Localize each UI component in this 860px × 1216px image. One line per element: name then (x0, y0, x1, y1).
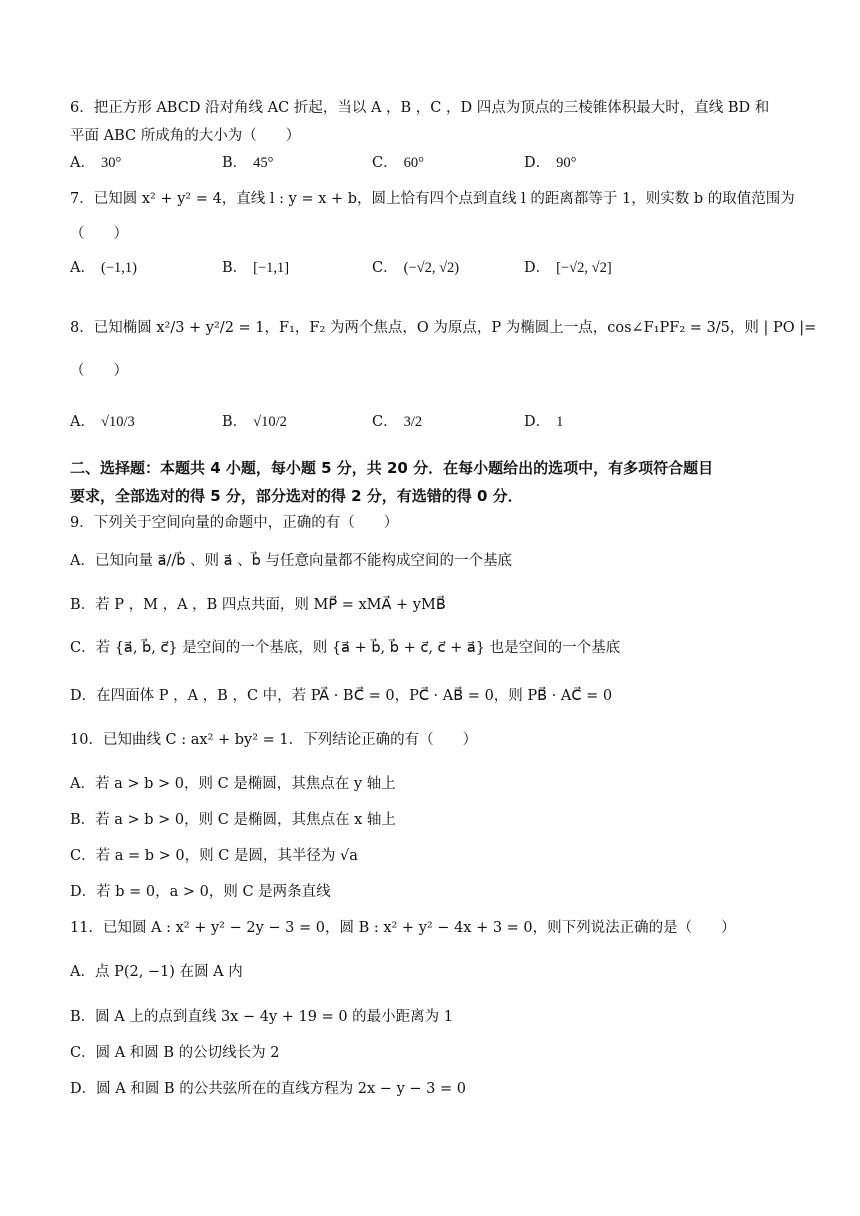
q6-option-b[interactable]: B． 45° (222, 155, 274, 171)
q6-stem-line2: 平面 ABC 所成角的大小为（ ） (70, 128, 301, 144)
q7-option-c[interactable]: C． (−√2, √2) (372, 260, 460, 276)
q6-option-d[interactable]: D． 90° (524, 155, 577, 171)
q7-option-b[interactable]: B． [−1,1] (222, 260, 290, 276)
q6-option-a[interactable]: A． 30° (70, 155, 122, 171)
q9-option-c[interactable]: C．若 {a⃗, b⃗, c⃗} 是空间的一个基底，则 {a⃗ + b⃗, b⃗ + c⃗, c⃗ + a⃗} 也是空间的一个基底 (70, 640, 621, 656)
q10-option-c[interactable]: C．若 a = b > 0，则 C 是圆，其半径为 √a (70, 848, 358, 864)
q10-option-a[interactable]: A．若 a > b > 0，则 C 是椭圆，其焦点在 y 轴上 (70, 776, 396, 792)
q6-option-c[interactable]: C． 60° (372, 155, 424, 171)
q10-stem: 10．已知曲线 C : ax² + by² = 1．下列结论正确的有（ ） (70, 732, 478, 748)
q11-option-d[interactable]: D．圆 A 和圆 B 的公共弦所在的直线方程为 2x − y − 3 = 0 (70, 1081, 466, 1097)
q7-stem-line1: 7．已知圆 x² + y² = 4，直线 l : y = x + b，圆上恰有四个点到直线 l 的距离都等于 1，则实数 b 的取值范围为 (70, 191, 795, 207)
q10-option-d[interactable]: D．若 b = 0，a > 0，则 C 是两条直线 (70, 884, 331, 900)
section2-heading-line1: 二、选择题：本题共 4 小题，每小题 5 分，共 20 分．在每小题给出的选项中，有多项符合题目 (70, 459, 714, 477)
q8-option-c[interactable]: C． 3/2 (372, 414, 423, 430)
q6-stem-line1: 6．把正方形 ABCD 沿对角线 AC 折起，当以 A ，B ，C ，D 四点为顶点的三棱锥体积最大时，直线 BD 和 (70, 100, 770, 116)
q7-option-a[interactable]: A． (−1,1) (70, 260, 137, 276)
q11-option-b[interactable]: B．圆 A 上的点到直线 3x − 4y + 19 = 0 的最小距离为 1 (70, 1009, 453, 1025)
q9-option-a[interactable]: A．已知向量 a⃗//b⃗ 、则 a⃗ 、b⃗ 与任意向量都不能构成空间的一个基底 (70, 553, 512, 569)
q8-option-b[interactable]: B． √10/2 (222, 414, 287, 430)
q8-stem-line2: （ ） (70, 363, 128, 379)
q8-option-d[interactable]: D． 1 (524, 414, 564, 430)
q11-option-a[interactable]: A．点 P(2, −1) 在圆 A 内 (70, 964, 243, 980)
q7-option-d[interactable]: D． [−√2, √2] (524, 260, 612, 276)
q9-option-d[interactable]: D．在四面体 P ，A ，B ，C 中，若 PA⃗ · BC⃗ = 0，PC⃗ · AB⃗ = 0，则 PB⃗ · AC⃗ = 0 (70, 688, 613, 704)
q8-stem-line1: 8．已知椭圆 x²/3 + y²/2 = 1，F₁，F₂ 为两个焦点，O 为原点，P 为椭圆上一点，cos∠F₁PF₂ = 3/5，则 | PO |= (70, 320, 817, 336)
q7-stem-line2: （ ） (70, 226, 128, 242)
q11-option-c[interactable]: C．圆 A 和圆 B 的公切线长为 2 (70, 1045, 280, 1061)
q9-stem: 9．下列关于空间向量的命题中，正确的有（ ） (70, 515, 399, 531)
q10-option-b[interactable]: B．若 a > b > 0，则 C 是椭圆，其焦点在 x 轴上 (70, 812, 396, 828)
section2-heading-line2: 要求，全部选对的得 5 分，部分选对的得 2 分，有选错的得 0 分． (70, 487, 523, 505)
q11-stem: 11．已知圆 A : x² + y² − 2y − 3 = 0，圆 B : x² + y² − 4x + 3 = 0，则下列说法正确的是（ ） (70, 920, 736, 936)
q9-option-b[interactable]: B．若 P ，M ，A ，B 四点共面，则 MP⃗ = xMA⃗ + yMB⃗ (70, 597, 446, 613)
q8-option-a[interactable]: A． √10/3 (70, 414, 135, 430)
